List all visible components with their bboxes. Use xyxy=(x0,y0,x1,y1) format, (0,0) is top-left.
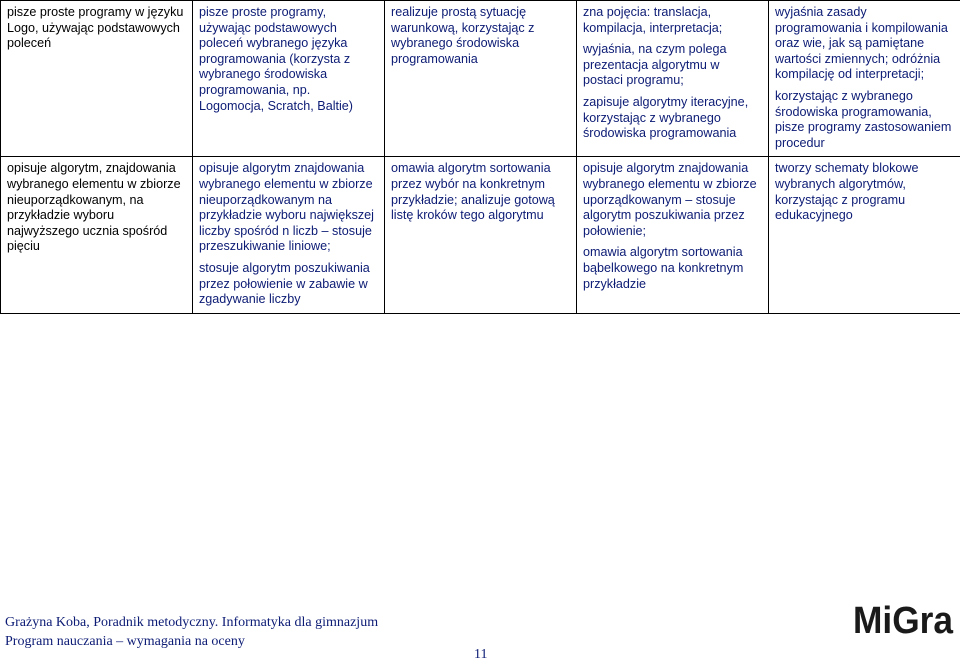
cell-text: korzystając z wybranego środowiska programowania, pisze programy zastosowaniem procedur xyxy=(775,88,952,150)
table-row xyxy=(1,1,960,157)
table-cell xyxy=(193,157,385,313)
page-number: 11 xyxy=(474,647,488,662)
migra-logo xyxy=(851,599,955,639)
table-cell xyxy=(1,1,193,157)
cell-text: opisuje algorytm znajdowania wybranego elementu w zbiorze nieuporządkowanym na przykładzie wyboru największej liczby spośród n liczb – stosuje przeszukiwanie liniowe; xyxy=(199,161,374,254)
cell-text: stosuje algorytm poszukiwania przez połowienie w zabawie w zgadywanie liczby xyxy=(199,260,370,307)
cell-text: pisze proste programy, używając podstawowych poleceń wybranego języka programowania (korzysta z wybranego środowiska programowania, np. Logomocja, Scratch, Baltie) xyxy=(199,5,353,113)
table-cell xyxy=(577,1,769,157)
table-cell xyxy=(385,1,577,157)
footer-line-program: Program nauczania – wymagania na oceny xyxy=(5,634,245,649)
cell-text: omawia algorytm sortowania bąbelkowego na konkretnym przykładzie xyxy=(583,245,744,291)
cell-text: wyjaśnia zasady programowania i kompilowania oraz wie, jak są pamiętane wartości zmiennych; odróżnia kompilację od interpretacji; xyxy=(775,5,948,82)
cell-text: tworzy schematy blokowe wybranych algorytmów, korzystając z programu edukacyjnego xyxy=(775,161,919,223)
requirements-table xyxy=(0,0,960,314)
table-cell xyxy=(769,157,960,313)
cell-text: opisuje algorytm znajdowania wybranego elementu w zbiorze uporządkowanym – stosuje algorytm poszukiwania przez połowienie; xyxy=(583,161,757,238)
table-cell xyxy=(193,1,385,157)
logo-text: MiGra xyxy=(853,600,954,639)
table-cell xyxy=(577,157,769,313)
table-cell xyxy=(769,1,960,157)
cell-text: omawia algorytm sortowania przez wybór na konkretnym przykładzie; analizuje gotową listę kroków tego algorytmu xyxy=(391,161,555,223)
table-row xyxy=(1,157,960,313)
cell-text: zapisuje algorytmy iteracyjne, korzystając z wybranego środowiska programowania xyxy=(583,94,749,141)
table-cell xyxy=(1,157,193,313)
cell-text: zna pojęcia: translacja, kompilacja, interpretacja; xyxy=(583,5,723,35)
footer-citation xyxy=(5,613,378,651)
footer-line-book: Grażyna Koba, Poradnik metodyczny. Informatyka dla gimnazjum xyxy=(5,615,379,630)
cell-text: opisuje algorytm, znajdowania wybranego elementu w zbiorze nieuporządkowanym, na przykładzie wyboru najwyższego ucznia spośród pięciu xyxy=(7,161,181,254)
table-cell xyxy=(385,157,577,313)
cell-text: wyjaśnia, na czym polega prezentacja algorytmu w postaci programu; xyxy=(583,42,727,88)
cell-text: realizuje prostą sytuację warunkową, korzystając z wybranego środowiska programowania xyxy=(391,5,535,66)
cell-text: pisze proste programy w języku Logo, używając podstawowych poleceń xyxy=(7,5,184,51)
